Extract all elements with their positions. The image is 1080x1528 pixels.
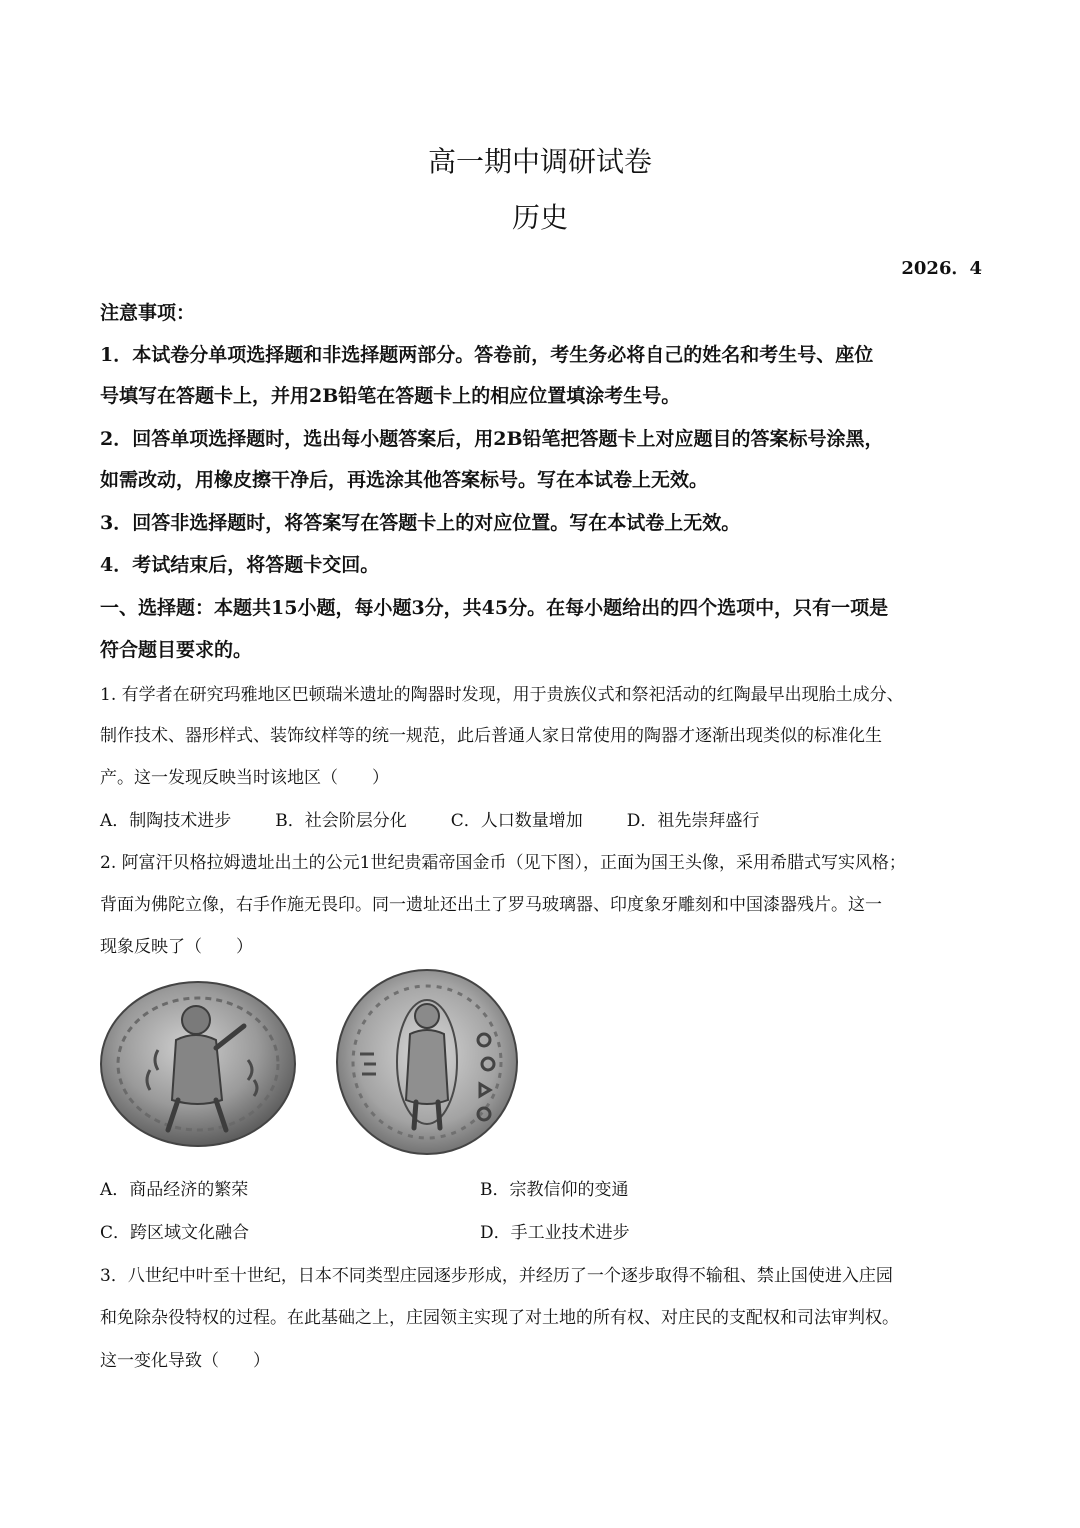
q2-line-2: 背面为佛陀立像，右手作施无畏印。同一遗址还出土了罗马玻璃器、印度象牙雕刻和中国漆器残片。这一 [100,895,882,915]
notice-line-4: 如需改动，用橡皮擦干净后，再选涂其他答案标号。写在本试卷上无效。 [100,469,709,491]
q1-option-b: B．社会阶层分化 [275,811,407,831]
q1-option-c: C．人口数量增加 [450,811,583,831]
q3-line-1: 3．八世纪中叶至十世纪，日本不同类型庄园逐步形成，并经历了一个逐步取得不输租、禁止国使进入庄园 [100,1266,893,1286]
subject-title: 历史 [511,201,568,234]
notice-line-6: 4．考试结束后，将答题卡交回。 [100,554,380,576]
notice-line-5: 3．回答非选择题时，将答案写在答题卡上的对应位置。写在本试卷上无效。 [100,512,741,534]
coin-obverse-image [98,980,298,1148]
section-heading-line-2: 符合题目要求的。 [100,639,253,661]
q1-option-a: A．制陶技术进步 [100,811,232,831]
q3-line-2: 和免除杂役特权的过程。在此基础之上，庄园领主实现了对土地的所有权、对庄民的支配权和司法审判权。 [100,1308,899,1328]
q2-option-d: D．手工业技术进步 [480,1223,630,1243]
q1-options [100,806,982,831]
q2-option-a: A．商品经济的繁荣 [100,1180,249,1200]
coin-reverse-image [334,968,520,1156]
q2-line-1: 2. 阿富汗贝格拉姆遗址出土的公元1世纪贵霜帝国金币（见下图），正面为国王头像，采用希腊式写实风格； [100,853,906,873]
exam-title: 高一期中调研试卷 [427,145,652,178]
notice-line-2: 号填写在答题卡上，并用2B铅笔在答题卡上的相应位置填涂考生号。 [100,385,681,407]
q3-line-3: 这一变化导致（ ） [100,1351,270,1371]
notice-line-3: 2．回答单项选择题时，选出每小题答案后，用2B铅笔把答题卡上对应题目的答案标号涂黑， [100,428,884,450]
exam-date: 2026．4 [901,258,982,279]
q1-option-d: D．祖先崇拜盛行 [626,811,760,831]
q1-line-1: 1. 有学者在研究玛雅地区巴顿瑞米遗址的陶器时发现，用于贵族仪式和祭祀活动的红陶最早出现胎土成分、 [100,685,904,705]
q2-line-3: 现象反映了（ ） [100,937,253,957]
q2-option-c: C．跨区域文化融合 [100,1223,250,1243]
notice-heading: 注意事项： [100,302,196,324]
q1-line-2: 制作技术、器形样式、装饰纹样等的统一规范，此后普通人家日常使用的陶器才逐渐出现类似的标准化生 [100,726,882,746]
section-heading-line-1: 一、选择题：本题共15小题，每小题3分，共45分。在每小题给出的四个选项中，只有一项是 [100,597,889,619]
q1-line-3: 产。这一发现反映当时该地区（ ） [100,768,389,788]
notice-line-1: 1．本试卷分单项选择题和非选择题两部分。答卷前，考生务必将自己的姓名和考生号、座位 [100,344,874,366]
q2-option-b: B．宗教信仰的变通 [480,1180,629,1200]
